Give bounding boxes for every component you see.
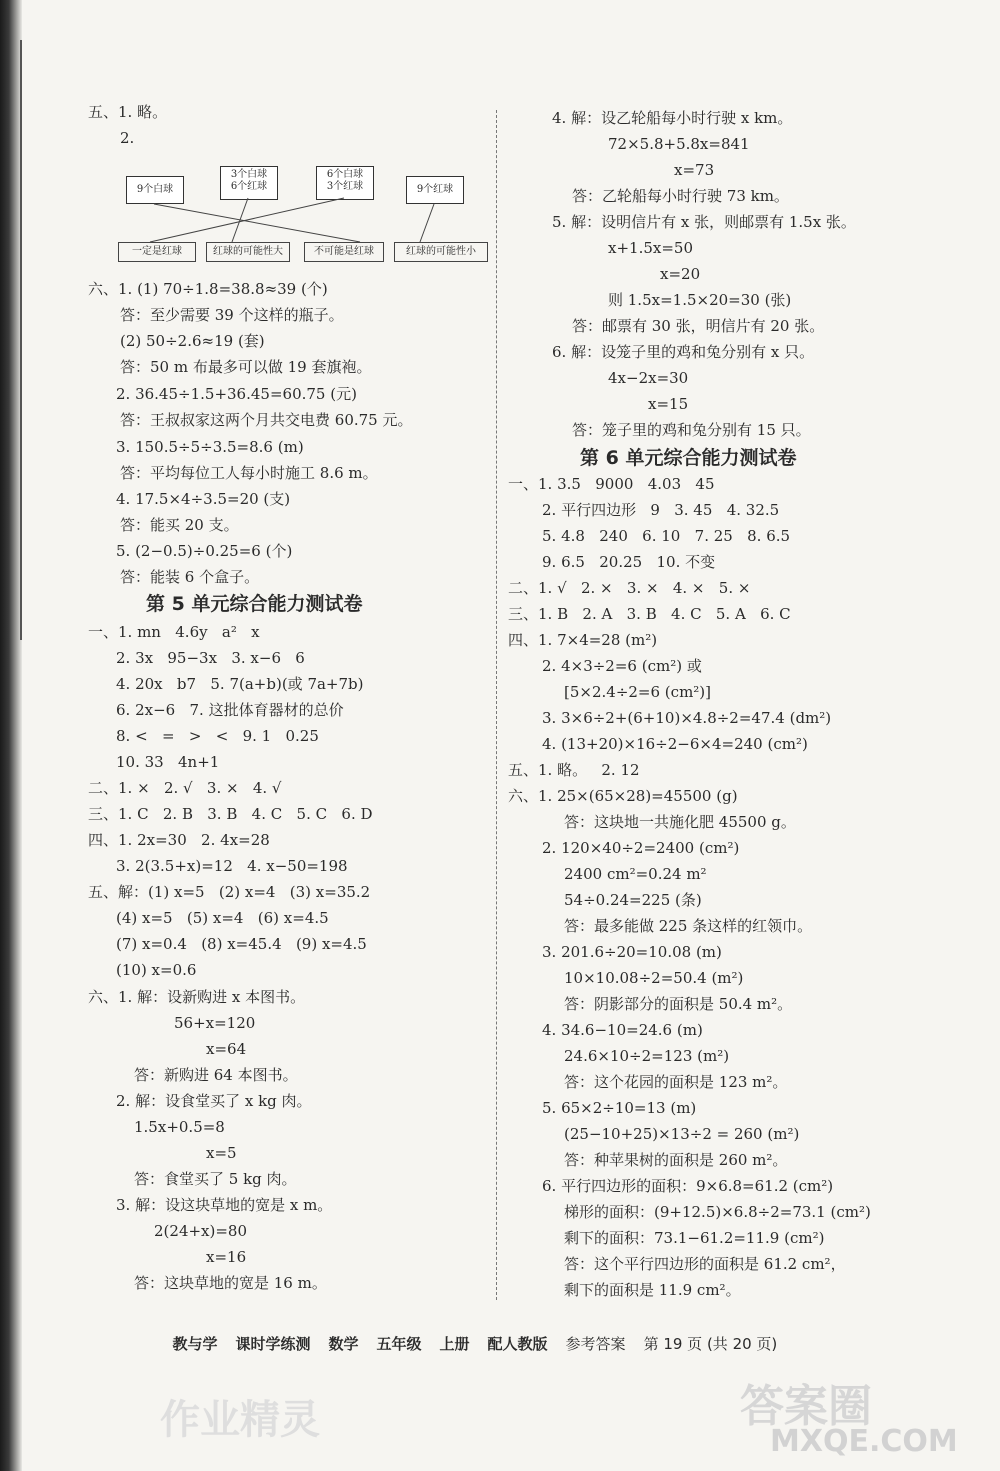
answer-line: 答：平均每位工人每小时施工 8.6 m。 [120, 464, 378, 482]
answer-line: 一、1. 3.5 9000 4.03 45 [508, 475, 715, 493]
answer-line: 3. 150.5÷5÷3.5=8.6 (m) [116, 438, 304, 456]
answer-line: 2. [120, 129, 135, 147]
answer-line: 2. 120×40÷2=2400 (cm²) [542, 839, 740, 857]
label-likely-red: 红球的可能性大 [206, 242, 290, 262]
label-impossible-red: 不可能是红球 [304, 242, 384, 262]
unit5-title: 第 5 单元综合能力测试卷 [146, 593, 363, 615]
answer-line: 六、1. 25×(65×28)=45500 (g) [508, 787, 738, 805]
footer-subject: 数学 [328, 1335, 359, 1353]
label-certain-red: 一定是红球 [118, 242, 196, 262]
answer-line: x+1.5x=50 [608, 239, 693, 257]
answer-line: 答：这个花园的面积是 123 m²。 [564, 1073, 788, 1091]
answer-line: 3. 3×6÷2+(6+10)×4.8÷2=47.4 (dm²) [542, 709, 832, 727]
answer-line: 五、1. 略。 [88, 103, 168, 121]
answer-line: 6. 解：设笼子里的鸡和兔分别有 x 只。 [552, 343, 815, 361]
answer-line: 5. 4.8 240 6. 10 7. 25 8. 6.5 [542, 527, 791, 545]
unit6-title: 第 6 单元综合能力测试卷 [580, 447, 797, 469]
footer-brand: 教与学 [172, 1335, 218, 1353]
answer-line: 答：至少需要 39 个这样的瓶子。 [120, 306, 344, 324]
footer-volume: 上册 [439, 1335, 470, 1353]
answer-line: 4. 17.5×4÷3.5=20 (支) [116, 490, 291, 508]
answer-line: 一、1. mn 4.6y a² x [88, 623, 260, 641]
answer-line: (7) x=0.4 (8) x=45.4 (9) x=4.5 [116, 935, 367, 953]
answer-line: 4. 34.6−10=24.6 (m) [542, 1021, 703, 1039]
box-6white-3red: 6个白球 3个红球 [316, 166, 374, 200]
answer-line: 答：这块草地的宽是 16 m。 [134, 1274, 327, 1292]
answer-line: 答：能装 6 个盒子。 [120, 568, 260, 586]
answer-line: x=73 [674, 161, 715, 179]
answer-line: 10×10.08÷2=50.4 (m²) [564, 969, 744, 987]
box-9-white: 9个白球 [126, 176, 184, 204]
answer-line: 四、1. 2x=30 2. 4x=28 [88, 831, 270, 849]
answer-line: 五、1. 略。 2. 12 [508, 761, 640, 779]
answer-line: 梯形的面积：(9+12.5)×6.8÷2=73.1 (cm²) [564, 1203, 871, 1221]
answer-line: 6. 2x−6 7. 这批体育器材的总价 [116, 701, 344, 719]
answer-line: 答：邮票有 30 张，明信片有 20 张。 [572, 317, 825, 335]
box-3white-6red: 3个白球 6个红球 [220, 166, 278, 200]
answer-line: 1.5x+0.5=8 [134, 1118, 225, 1136]
answer-line: 54÷0.24=225 (条) [564, 891, 702, 909]
answer-line: 答：这个平行四边形的面积是 61.2 cm²， [564, 1255, 846, 1273]
answer-line: 2400 cm²=0.24 m² [564, 865, 707, 883]
matching-diagram [120, 156, 490, 266]
answer-line: 6. 平行四边形的面积：9×6.8=61.2 (cm²) [542, 1177, 834, 1195]
answer-line: (25−10+25)×13÷2 = 260 (m²) [564, 1125, 800, 1143]
answer-line: 2. 解：设食堂买了 x kg 肉。 [116, 1092, 312, 1110]
answer-line: 答：能买 20 支。 [120, 516, 239, 534]
answer-line: (4) x=5 (5) x=4 (6) x=4.5 [116, 909, 329, 927]
answer-line: 四、1. 7×4=28 (m²) [508, 631, 658, 649]
answer-line: 三、1. B 2. A 3. B 4. C 5. A 6. C [508, 605, 791, 623]
page-footer [162, 1315, 795, 1354]
answer-line: x=20 [660, 265, 701, 283]
answer-line: 二、1. × 2. √ 3. × 4. √ [88, 779, 282, 797]
answer-line: 2(24+x)=80 [154, 1222, 248, 1240]
answer-line: 5. (2−0.5)÷0.25=6 (个) [116, 542, 293, 560]
watermark-url: MXQE.COM [770, 1424, 958, 1459]
answer-line: 2. 4×3÷2=6 (cm²) 或 [542, 657, 702, 675]
answer-line: 56+x=120 [174, 1014, 256, 1032]
answer-line: 2. 3x 95−3x 3. x−6 6 [116, 649, 305, 667]
answer-line: 4. 20x b7 5. 7(a+b)(或 7a+7b) [116, 675, 364, 693]
answer-line: 答：阴影部分的面积是 50.4 m²。 [564, 995, 793, 1013]
footer-grade: 五年级 [376, 1335, 422, 1353]
label-unlikely-red: 红球的可能性小 [394, 242, 488, 262]
answer-line: 24.6×10÷2=123 (m²) [564, 1047, 730, 1065]
answer-line: x=16 [206, 1248, 247, 1266]
answer-line: 答：王叔叔家这两个月共交电费 60.75 元。 [120, 411, 413, 429]
footer-edition: 配人教版 [487, 1335, 548, 1353]
answer-line: 答：最多能做 225 条这样的红领巾。 [564, 917, 813, 935]
answer-line: 答：新购进 64 本图书。 [134, 1066, 298, 1084]
answer-line: 则 1.5x=1.5×20=30 (张) [608, 291, 792, 309]
answer-line: 3. 2(3.5+x)=12 4. x−50=198 [116, 857, 348, 875]
box-9-red: 9个红球 [406, 176, 464, 204]
answer-line: 3. 201.6÷20=10.08 (m) [542, 943, 722, 961]
answer-line: 4. 解：设乙轮船每小时行驶 x km。 [552, 109, 793, 127]
answer-line: 4x−2x=30 [608, 369, 689, 387]
answer-line: 答：笼子里的鸡和兔分别有 15 只。 [572, 421, 811, 439]
answer-line: 5. 解：设明信片有 x 张，则邮票有 1.5x 张。 [552, 213, 856, 231]
answer-line: 答：种苹果树的面积是 260 m²。 [564, 1151, 788, 1169]
watermark-logo: 答案圈 [740, 1381, 872, 1432]
answer-line: (2) 50÷2.6≈19 (套) [120, 332, 265, 350]
answer-line: 2. 平行四边形 9 3. 45 4. 32.5 [542, 501, 780, 519]
answer-line: 9. 6.5 20.25 10. 不变 [542, 553, 716, 571]
footer-section: 参考答案 [565, 1335, 626, 1353]
answer-line: 2. 36.45÷1.5+36.45=60.75 (元) [116, 385, 357, 403]
answer-line: 5. 65×2÷10=13 (m) [542, 1099, 697, 1117]
answer-line: 答：乙轮船每小时行驶 73 km。 [572, 187, 789, 205]
answer-line: 六、1. (1) 70÷1.8=38.8≈39 (个) [88, 280, 328, 298]
footer-series: 课时学练测 [235, 1335, 311, 1353]
answer-line: 答：这块地一共施化肥 45500 g。 [564, 813, 796, 831]
book-spine [0, 0, 22, 1471]
answer-line: (10) x=0.6 [116, 961, 197, 979]
column-divider [496, 110, 497, 1300]
answer-line: 10. 33 4n+1 [116, 753, 220, 771]
answer-line: 二、1. √ 2. × 3. × 4. × 5. × [508, 579, 751, 597]
answer-line: 剩下的面积：73.1−61.2=11.9 (cm²) [564, 1229, 825, 1247]
answer-line: 3. 解：设这块草地的宽是 x m。 [116, 1196, 333, 1214]
answer-line: 4. (13+20)×16÷2−6×4=240 (cm²) [542, 735, 808, 753]
spine-edge [20, 40, 22, 640]
answer-line: 剩下的面积是 11.9 cm²。 [564, 1281, 741, 1299]
answer-line: x=15 [648, 395, 689, 413]
answer-line: 五、解：(1) x=5 (2) x=4 (3) x=35.2 [88, 883, 371, 901]
answer-line: [5×2.4÷2=6 (cm²)] [564, 683, 712, 701]
answer-line: 72×5.8+5.8x=841 [608, 135, 750, 153]
answer-line: x=64 [206, 1040, 247, 1058]
answer-line: 三、1. C 2. B 3. B 4. C 5. C 6. D [88, 805, 373, 823]
watermark-logo: 作业精灵 [160, 1397, 320, 1443]
answer-line: x=5 [206, 1144, 237, 1162]
answer-line: 六、1. 解：设新购进 x 本图书。 [88, 988, 306, 1006]
footer-page-number: 第 19 页 (共 20 页) [643, 1335, 778, 1353]
answer-line: 8. < = > < 9. 1 0.25 [116, 727, 319, 745]
answer-line: 答：食堂买了 5 kg 肉。 [134, 1170, 297, 1188]
answer-line: 答：50 m 布最多可以做 19 套旗袍。 [120, 358, 372, 376]
